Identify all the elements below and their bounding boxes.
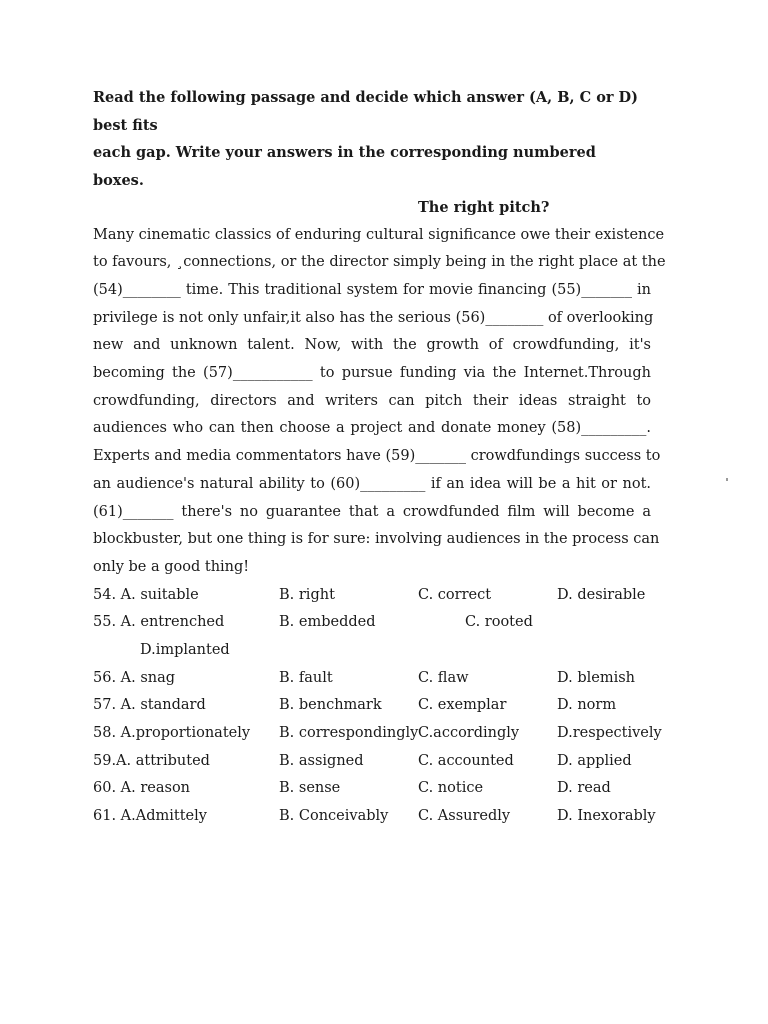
- question-57: [93, 692, 651, 720]
- instructions-line-1: Read the following passage and decide which answer (A, B, C or D) best fits: [93, 89, 638, 134]
- option-a: 60. A. reason: [93, 780, 191, 797]
- option-c: C. correct: [418, 586, 492, 603]
- option-c: C. Assuredly: [418, 808, 511, 825]
- option-b: B. fault: [279, 669, 333, 686]
- question-54: [93, 582, 651, 610]
- option-a: 58. A.proportionately: [93, 725, 251, 742]
- option-a: 57. A. standard: [93, 697, 206, 714]
- option-d: D. applied: [557, 752, 632, 769]
- question-60: [93, 775, 651, 803]
- worksheet-page: [93, 84, 666, 831]
- passage-line: only be a good thing!: [93, 558, 250, 575]
- passage-line: Experts and media commentators have (59)_______ crowdfundings success to: [93, 448, 661, 465]
- option-a: 59.A. attributed: [93, 752, 210, 769]
- question-56: [93, 665, 651, 693]
- passage-title: The right pitch?: [418, 199, 550, 216]
- option-b: B. assigned: [279, 752, 364, 769]
- option-c: C. exemplar: [418, 697, 507, 714]
- option-b: B. embedded: [279, 614, 376, 631]
- answer-options: [93, 582, 662, 831]
- question-55: [93, 609, 651, 637]
- passage-line: (54)________ time. This traditional system for movie financing (55)_______ in: [93, 281, 651, 298]
- passage-line: crowdfunding, directors and writers can pitch their ideas straight to: [93, 392, 651, 409]
- passage-line: new and unknown talent. Now, with the growth of crowdfunding, it's: [93, 337, 651, 354]
- option-a: 55. A. entrenched: [93, 614, 225, 631]
- instructions: [93, 84, 651, 194]
- question-58: [93, 720, 662, 748]
- question-55-continued: [93, 637, 651, 665]
- passage-line: Many cinematic classics of enduring cultural significance owe their existence: [93, 226, 665, 243]
- option-a: 56. A. snag: [93, 669, 176, 686]
- option-b: B. benchmark: [279, 697, 382, 714]
- option-c: C. accounted: [418, 752, 514, 769]
- option-b: B. right: [279, 586, 335, 603]
- passage-line: (61)_______ there's no guarantee that a crowdfunded film will become a: [93, 503, 651, 520]
- option-c: C.accordingly: [418, 725, 520, 742]
- passage-line: becoming the (57)___________ to pursue funding via the Internet.Through: [93, 365, 651, 382]
- passage-line: an audience's natural ability to (60)_________ if an idea will be a hit or not.: [93, 475, 651, 492]
- option-d: D. desirable: [557, 586, 646, 603]
- option-d: D. blemish: [557, 669, 635, 686]
- option-b: B. correspondingly: [279, 725, 419, 742]
- question-59: [93, 748, 651, 776]
- option-d: D. read: [557, 780, 611, 797]
- passage-line: audiences who can then choose a project and donate money (58)_________.: [93, 420, 651, 437]
- option-d: D. Inexorably: [557, 808, 656, 825]
- option-c: C. flaw: [418, 669, 469, 686]
- instructions-line-2: each gap. Write your answers in the corresponding numbered boxes.: [93, 144, 596, 189]
- scan-speck: [726, 478, 728, 481]
- option-a: 54. A. suitable: [93, 586, 199, 603]
- option-c: C. notice: [418, 780, 484, 797]
- option-c: C. rooted: [465, 614, 533, 631]
- passage-line: blockbuster, but one thing is for sure: involving audiences in the process can: [93, 531, 660, 548]
- question-61: [93, 803, 656, 831]
- option-a: 61. A.Admittely: [93, 808, 207, 825]
- option-b: B. sense: [279, 780, 341, 797]
- passage-line: privilege is not only unfair,it also has the serious (56)________ of overlooking: [93, 309, 654, 326]
- option-d: D. norm: [557, 697, 617, 714]
- passage: [93, 222, 666, 582]
- option-d: D.respectively: [557, 725, 662, 742]
- option-d: D.implanted: [140, 642, 230, 659]
- option-b: B. Conceivably: [279, 808, 389, 825]
- passage-line: to favours, ¸connections, or the director simply being in the right place at the: [93, 254, 666, 271]
